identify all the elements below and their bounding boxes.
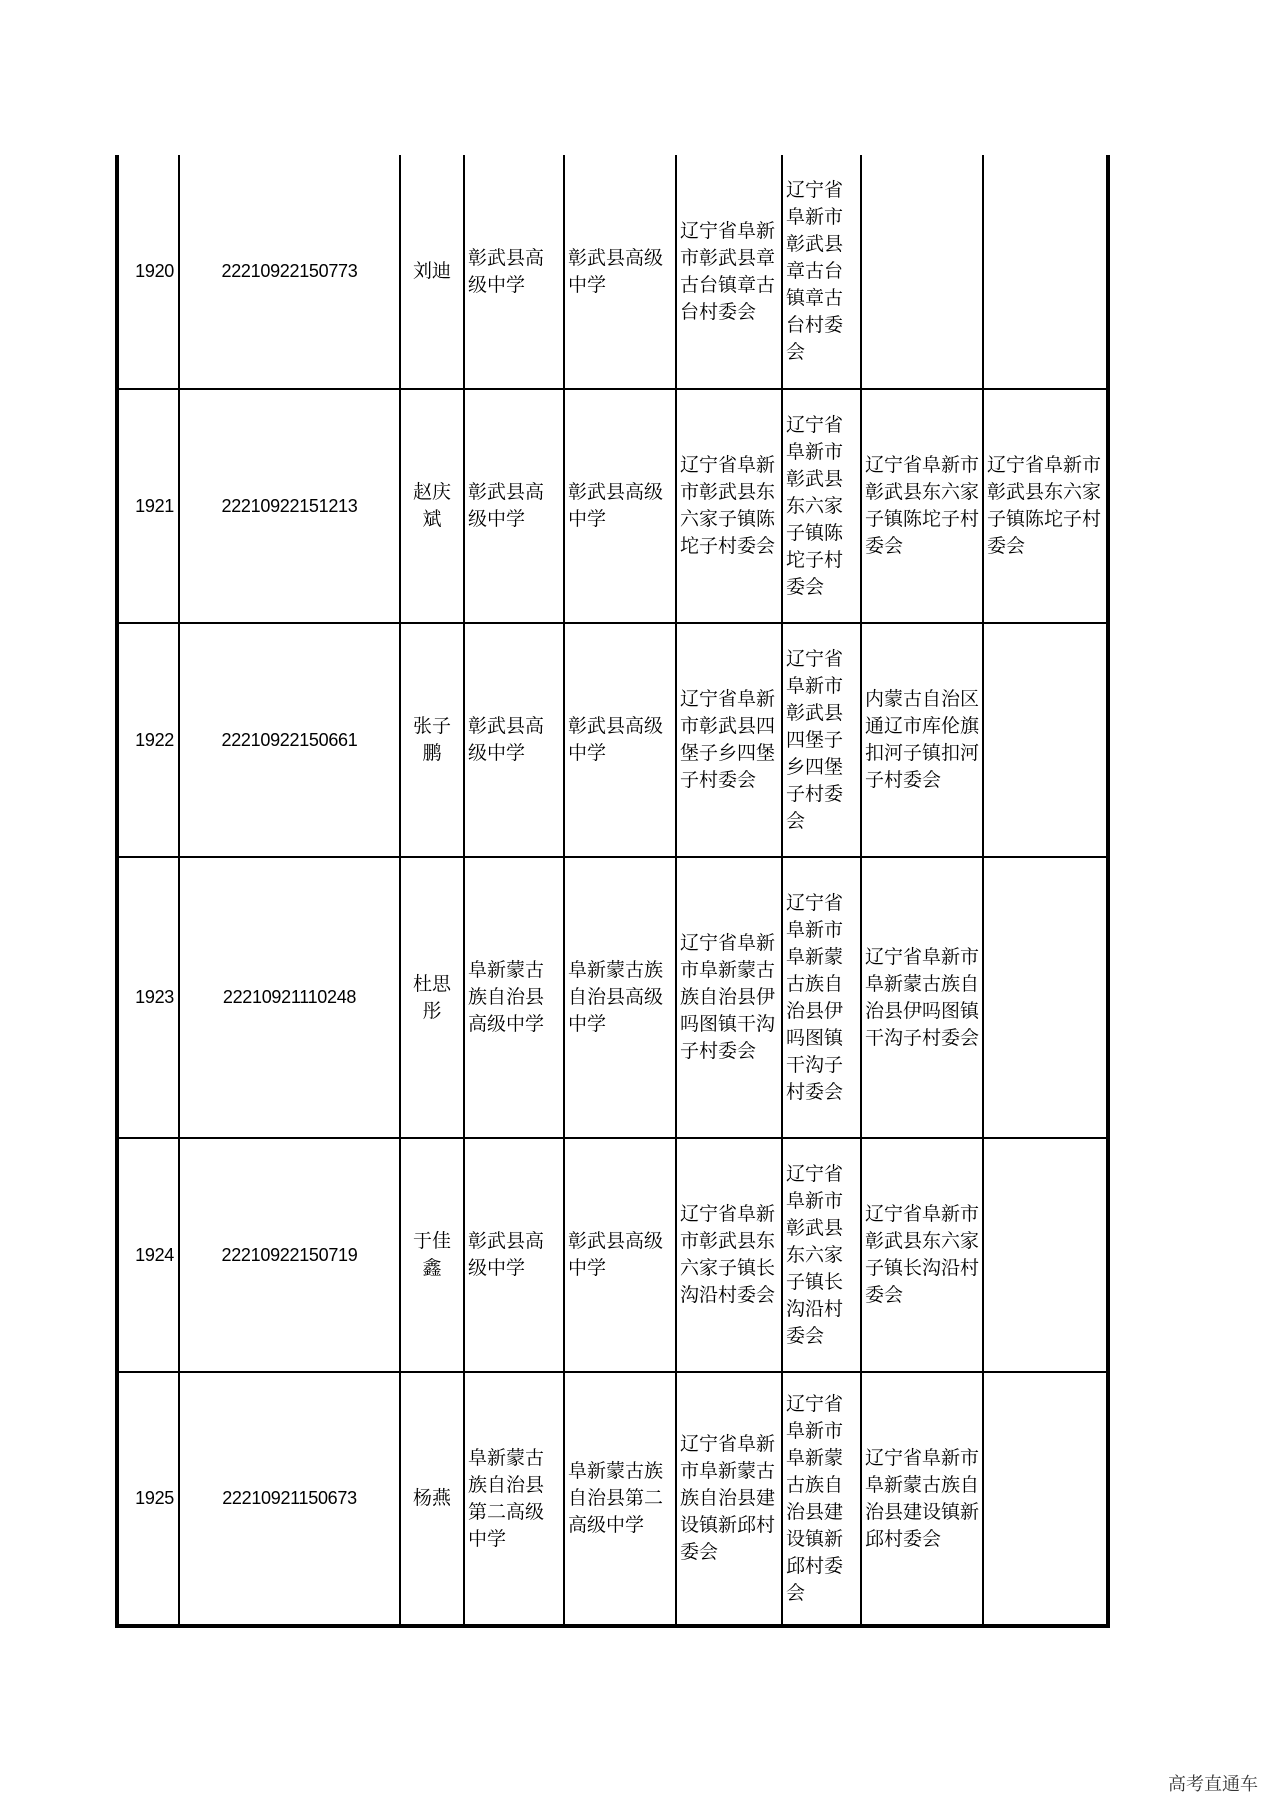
addr3-cell: 辽宁省阜新市阜新蒙古族自治县伊吗图镇干沟子村委会: [861, 857, 983, 1138]
addr4-cell: [983, 857, 1108, 1138]
name-cell: 杨燕: [400, 1372, 464, 1626]
name-cell: 赵庆斌: [400, 389, 464, 623]
id-cell: 22210922150773: [179, 155, 400, 389]
addr1-cell: 辽宁省阜新市阜新蒙古族自治县建设镇新邱村委会: [676, 1372, 782, 1626]
school-cell: 彰武县高级中学: [464, 1138, 564, 1372]
table-row: [117, 1138, 1108, 1372]
addr4-cell: 辽宁省阜新市彰武县东六家子镇陈坨子村委会: [983, 389, 1108, 623]
table-row: [117, 623, 1108, 857]
school-cell: 彰武县高级中学: [464, 389, 564, 623]
school-cell: 彰武县高级中学: [464, 623, 564, 857]
table-row: [117, 857, 1108, 1138]
school-cell: 彰武县高级中学: [464, 155, 564, 389]
addr4-cell: [983, 155, 1108, 389]
name-cell: 刘迪: [400, 155, 464, 389]
addr2-cell: 辽宁省阜新市彰武县东六家子镇陈坨子村委会: [782, 389, 861, 623]
school-cell: 阜新蒙古族自治县高级中学: [464, 857, 564, 1138]
school2-cell: 阜新蒙古族自治县第二高级中学: [564, 1372, 676, 1626]
addr4-cell: [983, 1138, 1108, 1372]
school2-cell: 阜新蒙古族自治县高级中学: [564, 857, 676, 1138]
addr1-cell: 辽宁省阜新市彰武县章古台镇章古台村委会: [676, 155, 782, 389]
id-cell: 22210922150719: [179, 1138, 400, 1372]
school2-cell: 彰武县高级中学: [564, 389, 676, 623]
seq-cell: 1920: [117, 155, 179, 389]
seq-cell: 1924: [117, 1138, 179, 1372]
school-cell: 阜新蒙古族自治县第二高级中学: [464, 1372, 564, 1626]
addr3-cell: 辽宁省阜新市彰武县东六家子镇陈坨子村委会: [861, 389, 983, 623]
id-cell: 22210921150673: [179, 1372, 400, 1626]
roster-table: [115, 155, 1110, 1628]
table-row: [117, 155, 1108, 389]
addr1-cell: 辽宁省阜新市彰武县东六家子镇陈坨子村委会: [676, 389, 782, 623]
school2-cell: 彰武县高级中学: [564, 1138, 676, 1372]
id-cell: 22210922151213: [179, 389, 400, 623]
addr3-cell: 内蒙古自治区通辽市库伦旗扣河子镇扣河子村委会: [861, 623, 983, 857]
id-cell: 22210922150661: [179, 623, 400, 857]
seq-cell: 1921: [117, 389, 179, 623]
addr2-cell: 辽宁省阜新市彰武县四堡子乡四堡子村委会: [782, 623, 861, 857]
addr3-cell: 辽宁省阜新市彰武县东六家子镇长沟沿村委会: [861, 1138, 983, 1372]
addr3-cell: 辽宁省阜新市阜新蒙古族自治县建设镇新邱村委会: [861, 1372, 983, 1626]
addr2-cell: 辽宁省阜新市彰武县东六家子镇长沟沿村委会: [782, 1138, 861, 1372]
watermark-text: 高考直通车: [1168, 1774, 1258, 1795]
addr4-cell: [983, 623, 1108, 857]
addr2-cell: 辽宁省阜新市彰武县章古台镇章古台村委会: [782, 155, 861, 389]
addr1-cell: 辽宁省阜新市彰武县东六家子镇长沟沿村委会: [676, 1138, 782, 1372]
name-cell: 张子鹏: [400, 623, 464, 857]
addr3-cell: [861, 155, 983, 389]
addr1-cell: 辽宁省阜新市阜新蒙古族自治县伊吗图镇干沟子村委会: [676, 857, 782, 1138]
school2-cell: 彰武县高级中学: [564, 623, 676, 857]
seq-cell: 1925: [117, 1372, 179, 1626]
seq-cell: 1922: [117, 623, 179, 857]
table-row: [117, 1372, 1108, 1626]
id-cell: 22210921110248: [179, 857, 400, 1138]
name-cell: 杜思彤: [400, 857, 464, 1138]
addr4-cell: [983, 1372, 1108, 1626]
name-cell: 于佳鑫: [400, 1138, 464, 1372]
table-row: [117, 389, 1108, 623]
school2-cell: 彰武县高级中学: [564, 155, 676, 389]
seq-cell: 1923: [117, 857, 179, 1138]
addr2-cell: 辽宁省阜新市阜新蒙古族自治县伊吗图镇干沟子村委会: [782, 857, 861, 1138]
addr1-cell: 辽宁省阜新市彰武县四堡子乡四堡子村委会: [676, 623, 782, 857]
addr2-cell: 辽宁省阜新市阜新蒙古族自治县建设镇新邱村委会: [782, 1372, 861, 1626]
